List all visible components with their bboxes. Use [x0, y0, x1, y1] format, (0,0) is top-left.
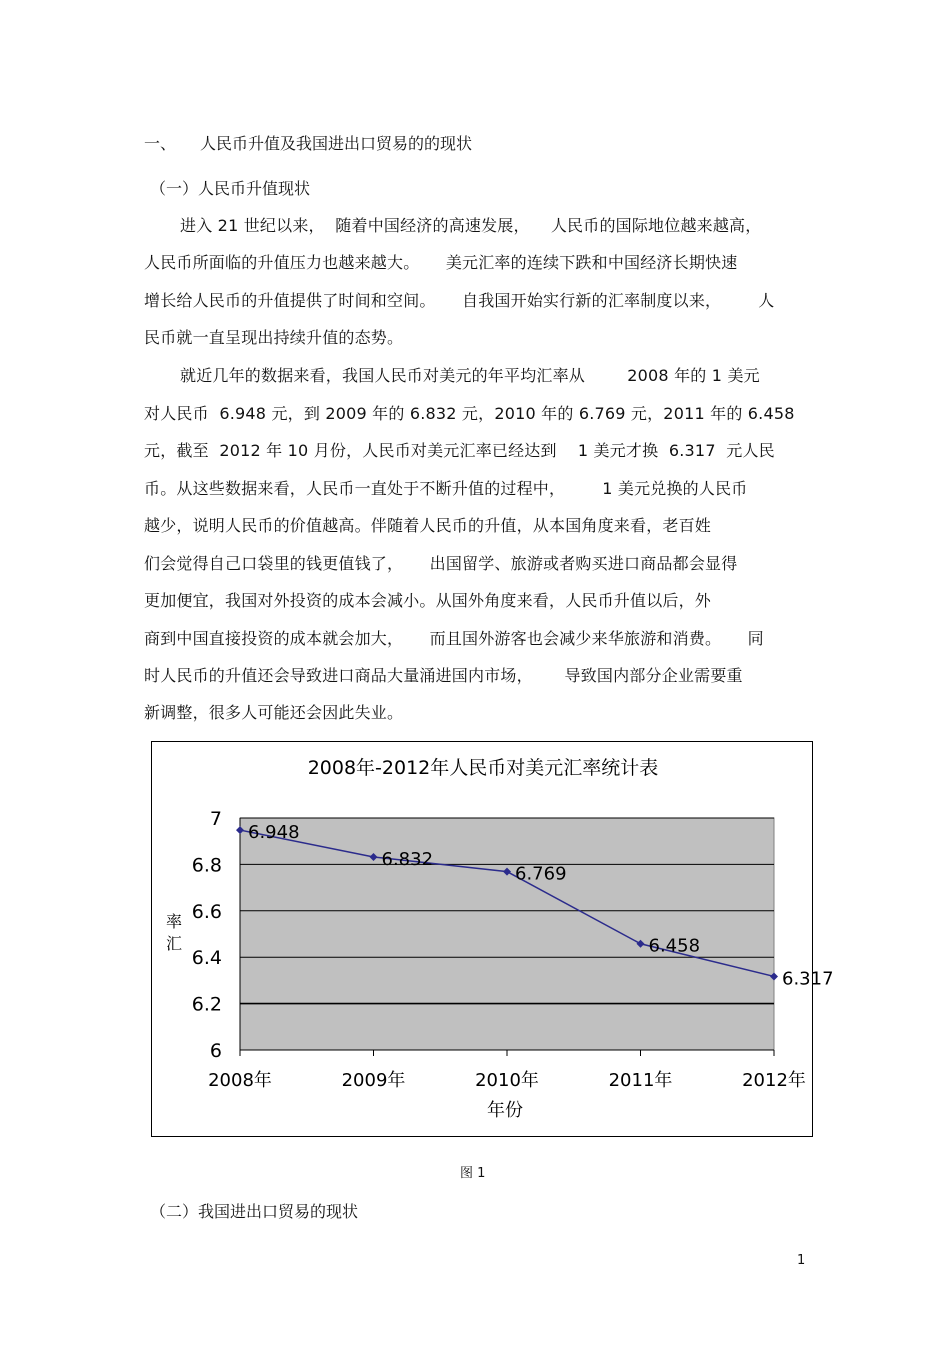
page-number: 1: [797, 1253, 806, 1268]
x-tick-label: 2008年: [208, 1070, 272, 1091]
paragraph-line: 人民币所面临的升值压力也越来越大。 美元汇率的连续下跌和中国经济长期快速: [144, 253, 738, 272]
x-tick-label: 2011年: [608, 1070, 673, 1091]
paragraph-line: 更加便宜，我国对外投资的成本会减小。从国外角度来看，人民币升值以后，外: [144, 591, 712, 610]
x-axis-title: 年份: [487, 1100, 523, 1121]
y-axis-title-char: 率: [165, 912, 183, 931]
paragraph-line: 就近几年的数据来看，我国人民币对美元的年平均汇率从 2008 年的 1 美元: [180, 366, 760, 385]
y-tick-label: 6.4: [191, 947, 222, 970]
paragraph-line: 对人民币 6.948 元，到 2009 年的 6.832 元，2010 年的 6.769 元，2011 年的 6.458: [144, 404, 795, 423]
x-tick-label: 2012年: [742, 1070, 806, 1091]
paragraph-line: 商到中国直接投资的成本就会加大， 而且国外游客也会减少来华旅游和消费。 同: [144, 629, 764, 648]
paragraph-line: 民币就一直呈现出持续升值的态势。: [144, 328, 404, 347]
data-label: 6.317: [782, 968, 834, 990]
section-heading: [144, 131, 473, 154]
y-tick-label: 6: [209, 1040, 222, 1062]
paragraph-line: 进入 21 世纪以来， 随着中国经济的高速发展， 人民币的国际地位越来越高，: [180, 216, 762, 235]
subsection-heading-2: （二）我国进出口贸易的现状: [150, 1202, 359, 1221]
y-tick-label: 6.2: [191, 993, 222, 1016]
paragraph-line: 币。从这些数据来看，人民币一直处于不断升值的过程中， 1 美元兑换的人民币: [144, 479, 748, 498]
paragraph-line: 们会觉得自己口袋里的钱更值钱了， 出国留学、旅游或者购买进口商品都会显得: [144, 554, 738, 573]
exchange-rate-chart: [151, 741, 834, 1137]
paragraph-line: 越少，说明人民币的价值越高。伴随着人民币的升值，从本国角度来看，老百姓: [144, 516, 712, 535]
data-label: 6.832: [381, 848, 434, 870]
paragraph-line: 时人民币的升值还会导致进口商品大量涌进国内市场， 导致国内部分企业需要重: [144, 666, 743, 685]
y-tick-label: 6.6: [191, 900, 222, 923]
paragraph-line: 增长给人民币的升值提供了时间和空间。 自我国开始实行新的汇率制度以来， 人: [144, 291, 775, 310]
x-tick-label: 2009年: [341, 1070, 406, 1091]
chart-title: 2008年-2012年人民币对美元汇率统计表: [307, 757, 659, 779]
figure-caption: 图 1: [460, 1166, 486, 1181]
section-title: 人民币升值及我国进出口贸易的的现状: [200, 134, 473, 153]
data-label: 6.769: [515, 863, 567, 885]
y-axis-title-char: 汇: [165, 934, 183, 953]
section-number: 一、: [144, 134, 177, 153]
chart-canvas: [152, 742, 834, 1138]
subsection-heading-1: （一）人民币升值现状: [150, 179, 311, 198]
data-label: 6.458: [648, 935, 701, 957]
paragraph-line: 新调整，很多人可能还会因此失业。: [144, 703, 404, 722]
plot-area: [240, 818, 774, 1050]
x-tick-label: 2010年: [475, 1070, 539, 1091]
data-label: 6.948: [248, 822, 300, 844]
y-tick-label: 6.8: [191, 854, 222, 877]
paragraph-line: 元，截至 2012 年 10 月份，人民币对美元汇率已经达到 1 美元才换 6.317 元人民: [144, 441, 775, 460]
y-tick-label: 7: [209, 808, 222, 830]
